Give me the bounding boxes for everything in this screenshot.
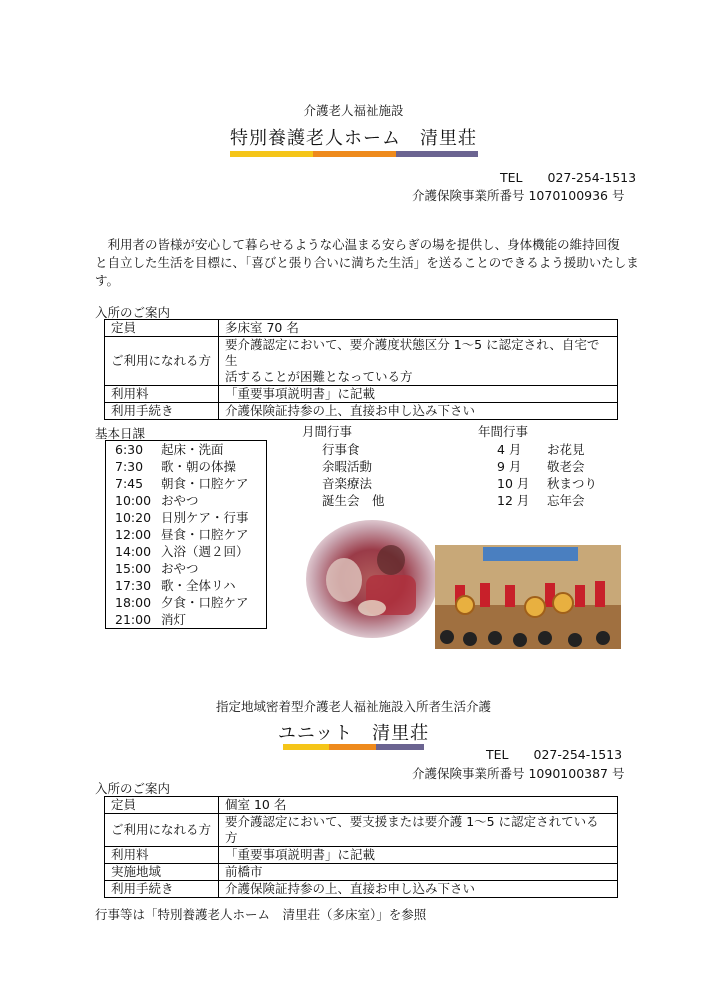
- table-row: [105, 864, 618, 881]
- table-row: [105, 881, 618, 898]
- capacity-label: 定員: [105, 797, 219, 814]
- schedule-row: 10:00 おやつ: [115, 493, 199, 508]
- annual-event-month: 10 月: [497, 476, 530, 491]
- facility2-subtitle: 指定地域密着型介護老人福祉施設入所者生活介護: [215, 699, 491, 714]
- annual-event-month: 4 月: [497, 442, 522, 457]
- facility2-title: ユニット 清里荘: [277, 723, 430, 744]
- eligibility-label: ご利用になれる方: [105, 337, 219, 386]
- facility1-tel: TEL 027-254-1513: [500, 170, 637, 185]
- procedure-value: 介護保険証持参の上、直接お申し込み下さい: [219, 403, 618, 420]
- schedule-row: 10:20 日別ケア・行事: [115, 510, 249, 525]
- annual-event-name: 忘年会: [547, 493, 585, 508]
- intro-line-1: 利用者の皆様が安心して暮らせるような心温まる安らぎの場を提供し、身体機能の維持回復: [95, 237, 620, 252]
- annual-heading: 年間行事: [478, 424, 529, 439]
- residents-photo: [306, 520, 438, 638]
- schedule-row: 15:00 おやつ: [115, 561, 199, 576]
- schedule-row: 18:00 夕食・口腔ケア: [115, 595, 249, 610]
- schedule-row: 12:00 昼食・口腔ケア: [115, 527, 249, 542]
- schedule-row: 6:30 起床・洗面: [115, 442, 224, 457]
- schedule-heading: 基本日課: [95, 426, 146, 441]
- facility2-business-no: 介護保険事業所番号 1090100387 号: [412, 766, 625, 781]
- table-row: [105, 337, 618, 386]
- schedule-row: 7:30 歌・朝の体操: [115, 459, 237, 474]
- monthly-event: 余暇活動: [322, 459, 373, 474]
- table-row: [105, 403, 618, 420]
- area-value: 前橋市: [219, 864, 618, 881]
- title-bar-yellow: [230, 151, 313, 157]
- intro-line-3: す。: [95, 273, 120, 288]
- annual-event-name: お花見: [547, 442, 585, 457]
- schedule-row: 14:00 入浴（週２回）: [115, 544, 249, 559]
- monthly-event: 音楽療法: [322, 476, 373, 491]
- facility1-business-no: 介護保険事業所番号 1070100936 号: [412, 188, 625, 203]
- title-bar-purple: [376, 744, 424, 750]
- schedule-box: [105, 440, 267, 629]
- eligibility-value-line-1: 要介護認定において、要介護度状態区分 1～5 に認定され、自宅で生: [225, 337, 600, 368]
- title-bar-yellow: [283, 744, 329, 750]
- procedure-label: 利用手続き: [105, 881, 219, 898]
- fee-label: 利用料: [105, 386, 219, 403]
- admission-heading-2: 入所のご案内: [95, 781, 171, 796]
- capacity-label: 定員: [105, 320, 219, 337]
- facility2-tel: TEL 027-254-1513: [486, 747, 623, 762]
- table-row: [105, 386, 618, 403]
- facility1-title: 特別養護老人ホーム 清里荘: [230, 128, 477, 149]
- admission-table-1: [104, 319, 618, 420]
- schedule-row: 17:30 歌・全体リハ: [115, 578, 236, 593]
- facility1-subtitle: 介護老人福祉施設: [303, 103, 404, 118]
- footer-note: 行事等は「特別養護老人ホーム 清里荘（多床室）」を参照: [95, 907, 427, 922]
- intro-line-2: と自立した生活を目標に、「喜びと張り合いに満ちた生活」を送ることのできるよう援助いたしま: [95, 255, 639, 270]
- annual-event-month: 12 月: [497, 493, 530, 508]
- fee-value: 「重要事項説明書」に記載: [219, 847, 618, 864]
- fee-label: 利用料: [105, 847, 219, 864]
- capacity-value: 個室 10 名: [219, 797, 618, 814]
- schedule-row: 21:00 消灯: [115, 612, 187, 627]
- eligibility-value: [219, 337, 618, 386]
- title-bar-orange: [329, 744, 376, 750]
- title-bar-orange: [313, 151, 396, 157]
- schedule-row: 7:45 朝食・口腔ケア: [115, 476, 249, 491]
- annual-event-name: 秋まつり: [547, 476, 598, 491]
- admission-heading-1: 入所のご案内: [95, 305, 171, 320]
- capacity-value: 多床室 70 名: [219, 320, 618, 337]
- festival-photo: [435, 545, 621, 649]
- area-label: 実施地域: [105, 864, 219, 881]
- monthly-event: 誕生会 他: [322, 493, 385, 508]
- eligibility-label: ご利用になれる方: [105, 814, 219, 847]
- procedure-label: 利用手続き: [105, 403, 219, 420]
- title-bar-purple: [396, 151, 478, 157]
- table-row: [105, 814, 618, 847]
- eligibility-value-line-2: 活することが困難となっている方: [225, 369, 413, 384]
- annual-event-name: 敬老会: [547, 459, 585, 474]
- table-row: [105, 320, 618, 337]
- procedure-value: 介護保険証持参の上、直接お申し込み下さい: [219, 881, 618, 898]
- annual-event-month: 9 月: [497, 459, 522, 474]
- fee-value: 「重要事項説明書」に記載: [219, 386, 618, 403]
- table-row: [105, 797, 618, 814]
- monthly-heading: 月間行事: [302, 424, 353, 439]
- monthly-event: 行事食: [322, 442, 360, 457]
- eligibility-value: 要介護認定において、要支援または要介護 1～5 に認定されている方: [219, 814, 618, 847]
- admission-table-2: [104, 796, 618, 898]
- table-row: [105, 847, 618, 864]
